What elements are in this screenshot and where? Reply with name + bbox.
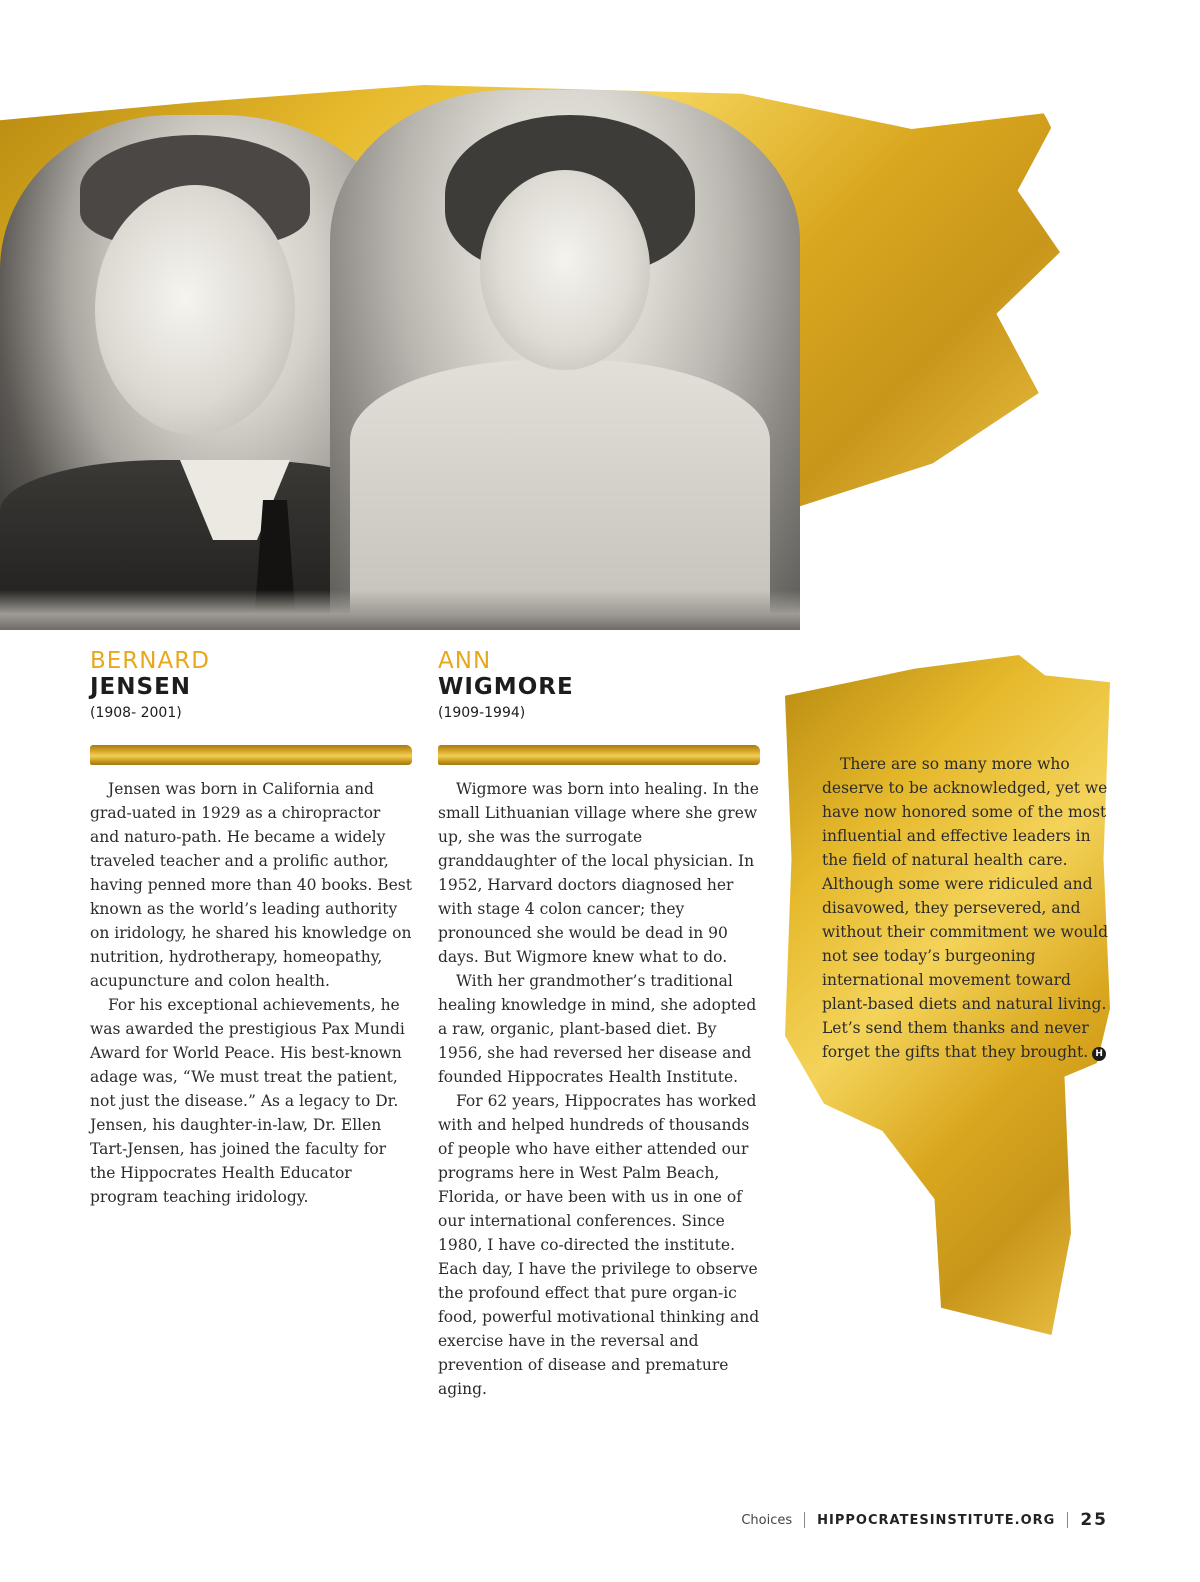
profile-paragraph: Wigmore was born into healing. In the small Lithuanian village where she grew up, she was the surrogate granddaughter of the local physician. In 1952, Harvard doctors diagnosed her with stage 4 colon cancer; they pronounced she would be dead in 90 days. But Wigmore knew what to do. <box>438 780 759 966</box>
footer-site-link[interactable]: HIPPOCRATESINSTITUTE.ORG <box>817 1512 1056 1528</box>
profile-body <box>90 777 412 1209</box>
gold-divider <box>438 745 760 765</box>
jensen-face <box>95 185 295 435</box>
profile-last-name: WIGMORE <box>438 674 574 700</box>
profile-paragraph: Jensen was born in California and grad-uated in 1929 as a chiropractor and naturo-path. He became a widely traveled teacher and a prolific author, having penned more than 40 books. Best known as the world’s leading authority on iridology, he shared his knowledge on nutrition, hydrotherapy, homeopathy, acupuncture and colon health. <box>90 780 412 990</box>
footer-divider <box>1067 1512 1068 1528</box>
profile-jensen <box>90 648 412 1209</box>
hippocrates-h-icon: H <box>1092 1047 1106 1061</box>
profile-paragraph: For his exceptional achievements, he was awarded the prestigious Pax Mundi Award for World Peace. His best-known adage was, “We must treat the patient, not just the disease.” As a legacy to Dr. Jensen, his daughter-in-law, Dr. Ellen Tart-Jensen, has joined the faculty for the Hippocrates Health Educator program teaching iridology. <box>90 996 405 1206</box>
closing-text: There are so many more who deserve to be acknowledged, yet we have now honored some of the most influential and effective leaders in the field of natural health care. Although some were ridiculed and disavowed, they persevered, and without their commitment we would not see today’s burgeoning international movement toward plant-based diets and natural living. Let’s send them thanks and never forget the gifts that they brought. <box>822 755 1109 1061</box>
profile-last-name: JENSEN <box>90 674 192 700</box>
profile-paragraph: With her grandmother’s traditional healing knowledge in mind, she adopted a raw, organic, plant-based diet. By 1956, she had reversed her disease and founded Hippocrates Health Institute. <box>438 972 757 1086</box>
closing-text-block <box>822 752 1117 1064</box>
profile-first-name: ANN <box>438 648 492 674</box>
wigmore-face <box>480 170 650 370</box>
page-footer <box>741 1508 1108 1532</box>
footer-section: Choices <box>741 1512 793 1528</box>
profile-body <box>438 777 760 1401</box>
gold-divider <box>90 745 412 765</box>
portrait-ann-wigmore <box>330 90 800 630</box>
hero-illustration <box>0 55 1060 630</box>
profile-paragraph: For 62 years, Hippocrates has worked with and helped hundreds of thousands of people who have either attended our programs here in West Palm Beach, Florida, or have been with us in one of our international conferences. Since 1980, I have co-directed the institute. Each day, I have the privilege to observe the profound effect that pure organ-ic food, powerful motivational thinking and exercise have in the reversal and prevention of disease and premature aging. <box>438 1092 760 1398</box>
closing-paragraph <box>822 752 1117 1064</box>
footer-divider <box>804 1512 805 1528</box>
page-number: 25 <box>1080 1510 1108 1530</box>
profile-first-name: BERNARD <box>90 648 210 674</box>
profile-years: (1908- 2001) <box>90 705 182 721</box>
grass-texture <box>0 590 800 630</box>
profile-wigmore <box>438 648 760 1401</box>
profile-years: (1909-1994) <box>438 705 526 721</box>
